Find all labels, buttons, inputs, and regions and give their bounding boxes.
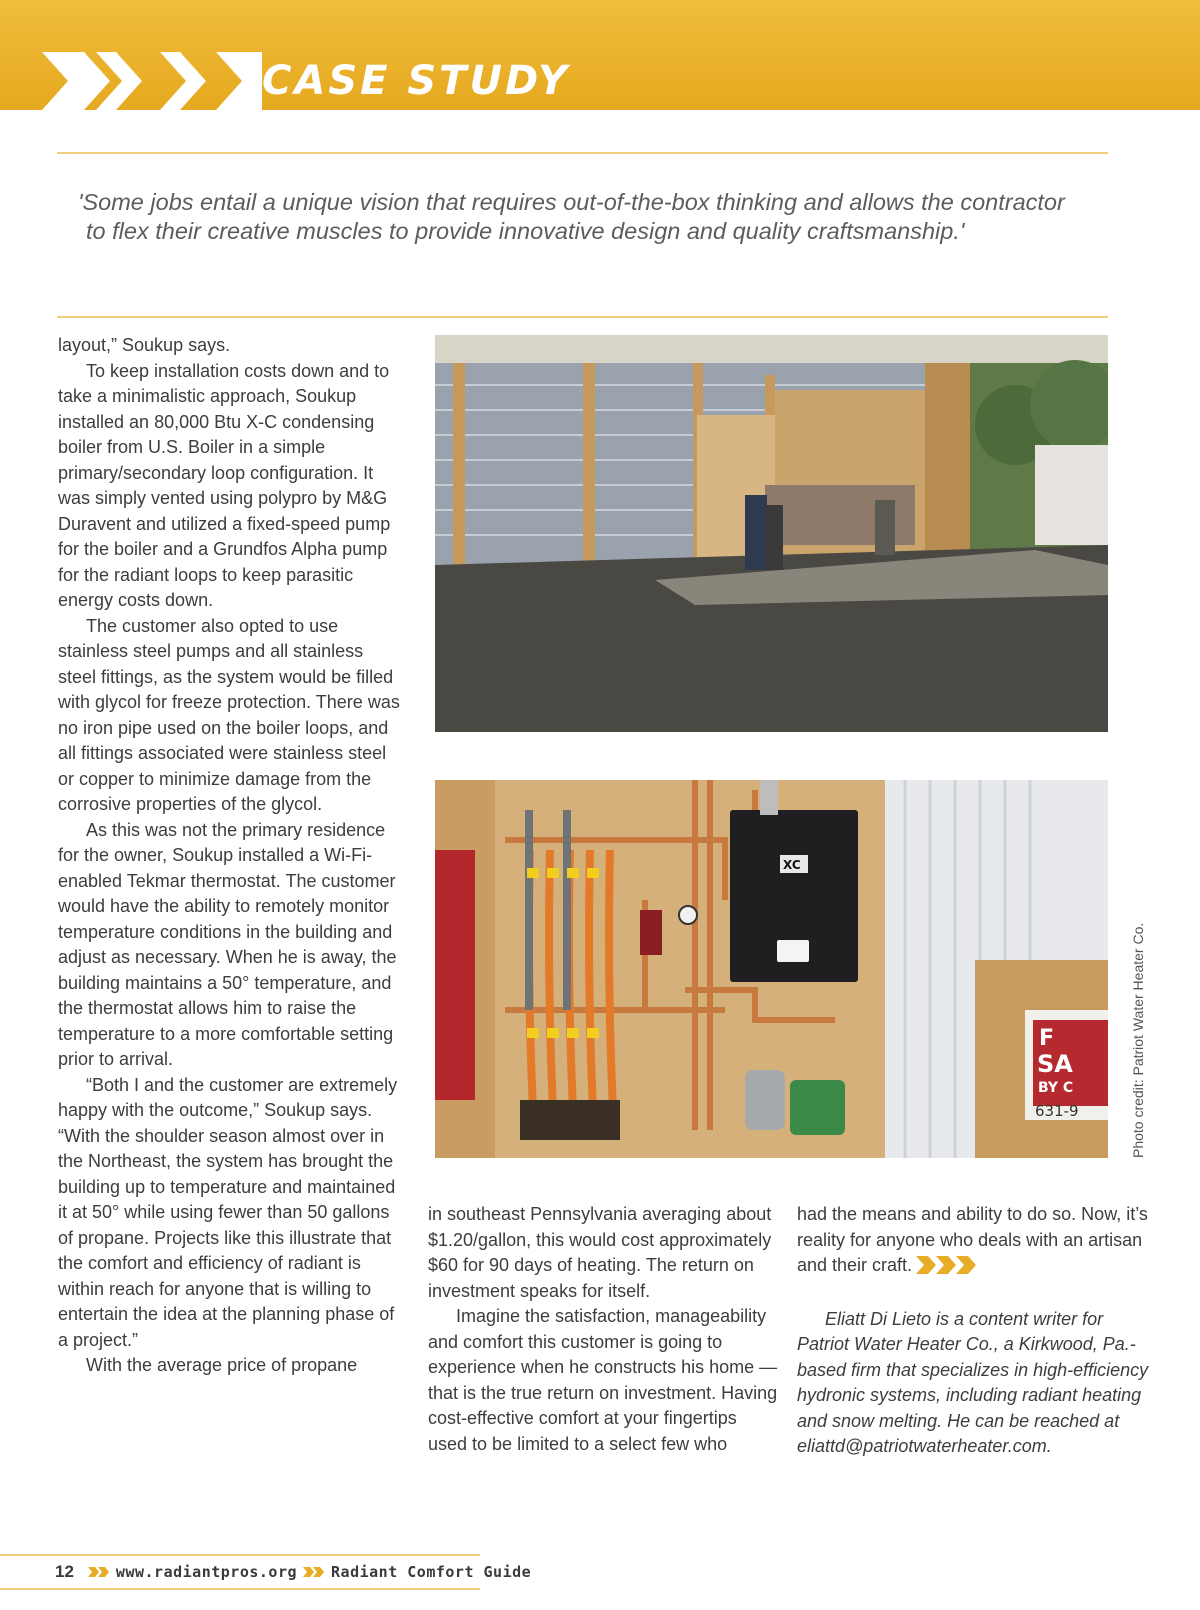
banner-chevron-icons bbox=[42, 52, 262, 115]
article-left-column bbox=[58, 333, 406, 1379]
sign-text-4: 631-9 bbox=[1035, 1102, 1079, 1120]
footer-top-rule bbox=[0, 1554, 480, 1556]
footer-website-link[interactable]: www.radiantpros.org bbox=[115, 1563, 298, 1581]
paragraph bbox=[797, 1202, 1152, 1282]
footer-bottom-rule bbox=[0, 1588, 480, 1590]
photo-credit: Photo credit: Patriot Water Heater Co. bbox=[1130, 922, 1146, 1158]
article-middle-column bbox=[428, 1202, 778, 1457]
case-study-banner bbox=[0, 0, 1200, 110]
boiler-manifold-photo bbox=[435, 780, 1108, 1158]
paragraph: layout,” Soukup says. bbox=[58, 335, 231, 355]
page-number: 12 bbox=[55, 1562, 74, 1581]
paragraph: in southeast Pennsylvania averaging about $1.20/gallon, this would cost approximately $60 for 90 days of heating. The return on investment speaks for itself. bbox=[428, 1204, 772, 1301]
paragraph: To keep installation costs down and to take a minimalistic approach, Soukup installed an 80,000 Btu X-C condensing boiler from U.S. Boiler in a simple primary/secondary loop configuration. It was simply vented using polypro by M&G Duravent and utilized a fixed-speed pump for the boiler and a Grundfos Alpha pump for the radiant loops to keep parasitic energy costs down. bbox=[58, 360, 391, 610]
paragraph-text: had the means and ability to do so. Now, it’s reality for anyone who deals with an artisan and their craft. bbox=[797, 1204, 1148, 1275]
banner-title: CASE STUDY bbox=[262, 58, 571, 104]
sign-text-2: SA bbox=[1037, 1050, 1073, 1078]
end-chevron-icon bbox=[916, 1256, 978, 1282]
paragraph: With the average price of propane bbox=[86, 1355, 358, 1375]
page-footer bbox=[55, 1560, 531, 1584]
footer-publication: Radiant Comfort Guide bbox=[331, 1563, 532, 1581]
paragraph: As this was not the primary residence for the owner, Soukup installed a Wi-Fi-enabled Tekmar thermostat. The customer would have the ability to remotely monitor temperature conditions in the building and adjust as necessary. When he is away, the building maintains a 50° temperature, and the thermostat allows him to raise the temperature to a more comfortable setting prior to arrival. bbox=[58, 819, 397, 1069]
garage-concrete-photo bbox=[435, 335, 1108, 732]
footer-chevron-icon bbox=[303, 1563, 325, 1581]
sign-text-3: BY C bbox=[1038, 1080, 1074, 1096]
boiler-badge-text: XC bbox=[783, 858, 801, 872]
author-bio: Eliatt Di Lieto is a content writer for Patriot Water Heater Co., a Kirkwood, Pa.-based firm that specializes in high-efficiency hydronic systems, including radiant heating and snow melting. He can be reached at eliattd@patriotwaterheater.com. bbox=[797, 1308, 1149, 1456]
top-divider bbox=[57, 152, 1108, 154]
paragraph: Imagine the satisfaction, manageability and comfort this customer is going to experience when he constructs his home — that is the true return on investment. Having cost-effective comfort at your fingertips used to be limited to a select few who bbox=[428, 1306, 778, 1454]
footer-chevron-icon bbox=[88, 1563, 110, 1581]
quote-divider bbox=[57, 316, 1108, 318]
article-right-column bbox=[797, 1202, 1152, 1460]
sign-text-1: F bbox=[1039, 1026, 1055, 1051]
paragraph: “Both I and the customer are extremely happy with the outcome,” Soukup says. “With the shoulder season almost over in the Northeast, the system has brought the building up to temperature and maintained it at 50° while using fewer than 50 gallons of propane. Projects like this illustrate that the comfort and efficiency of radiant is within reach for anyone that is willing to entertain the idea at the planning phase of a project.” bbox=[58, 1074, 398, 1350]
pull-quote: 'Some jobs entail a unique vision that requires out-of-the-box thinking and allows the contractor to flex their creative muscles to provide innovative design and quality craftsmanship.' bbox=[78, 189, 1065, 244]
paragraph: The customer also opted to use stainless steel pumps and all stainless steel fittings, as the system would be filled with glycol for freeze protection. There was no iron pipe used on the boiler loops, and all fittings associated were stainless steel or copper to minimize damage from the corrosive properties of the glycol. bbox=[58, 615, 400, 814]
